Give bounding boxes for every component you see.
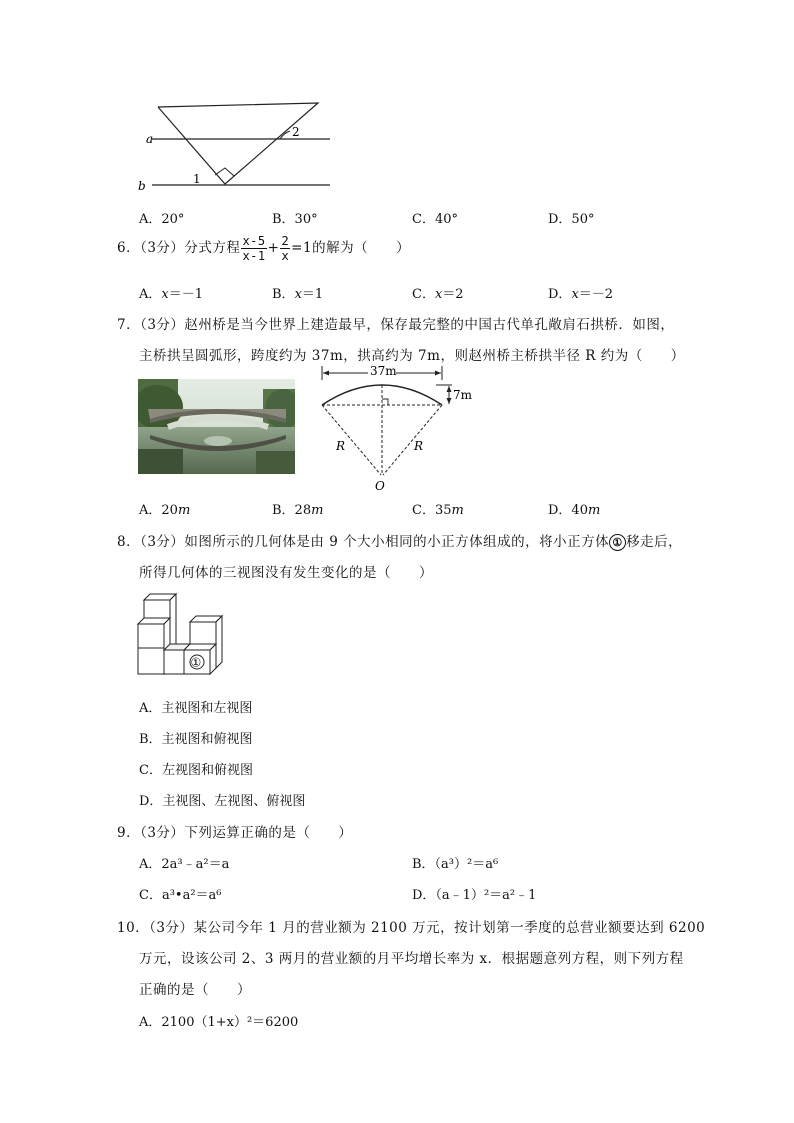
q7-option-d-unit: m: [587, 503, 601, 518]
q9-option-d[interactable]: D．（a﹣1）²＝a²﹣1: [412, 888, 537, 903]
q6-option-d-rest: ＝－2: [578, 287, 614, 302]
q6-option-a-rest: ＝－1: [168, 287, 204, 302]
label-a: a: [146, 132, 154, 146]
q7-option-a[interactable]: [139, 499, 190, 518]
q7-option-b-unit: m: [311, 503, 324, 518]
q7-option-a-label: A．20: [139, 503, 178, 518]
triangle: [158, 103, 318, 184]
cube-1-label: ①: [190, 655, 202, 670]
q5-option-c[interactable]: C．40°: [412, 212, 458, 227]
q7-stem-line2: 主桥拱呈圆弧形，跨度约为 37m，拱高约为 7m，则赵州桥主桥拱半径 R 约为（ ）: [139, 348, 685, 364]
q10-stem-line3: 正确的是（ ）: [139, 982, 251, 998]
q8-stem-line2: 所得几何体的三视图没有发生变化的是（ ）: [139, 565, 433, 581]
q6-fraction-2: [280, 234, 290, 263]
q6-option-c-var: x: [434, 287, 443, 302]
q8-option-d[interactable]: D．主视图、左视图、俯视图: [139, 794, 306, 809]
radius-right: [383, 405, 442, 475]
q7-option-c-unit: m: [451, 503, 464, 518]
q10-stem-line2: 万元，设该公司 2、3 两月的营业额的月平均增长率为 x．根据题意列方程，则下列方程: [139, 951, 684, 967]
q9-option-b[interactable]: B．（a³）²＝a⁶: [412, 857, 499, 872]
q5-option-d[interactable]: D．50°: [548, 212, 595, 227]
q7-option-c-label: C．35: [412, 503, 452, 518]
right-angle: [382, 399, 388, 405]
label-2: 2: [292, 125, 300, 139]
q8-option-b[interactable]: B．主视图和俯视图: [139, 732, 253, 747]
q9-option-c[interactable]: C．a³•a²＝a⁶: [139, 888, 222, 903]
radius-right-label: R: [414, 439, 424, 453]
q7-option-b-label: B．28: [272, 503, 312, 518]
q9-option-a[interactable]: A．2a³﹣a²＝a: [139, 857, 230, 872]
q7-stem-line1: 7．（3分）赵州桥是当今世界上建造最早，保存最完整的中国古代单孔敞肩石拱桥．如图，: [117, 317, 675, 333]
q6-plus: +: [267, 240, 280, 256]
right-angle-mark: [215, 168, 234, 176]
q6-option-a[interactable]: [139, 283, 203, 302]
q6-option-c-label: C．: [412, 287, 435, 302]
q10-option-a[interactable]: A．2100（1+x）²＝6200: [139, 1015, 299, 1030]
label-b: b: [138, 179, 146, 193]
q7-option-c[interactable]: [412, 499, 464, 518]
label-1: 1: [193, 172, 201, 186]
q7-option-d[interactable]: [548, 499, 600, 518]
q6-option-a-var: x: [161, 287, 169, 302]
q5-option-b[interactable]: B．30°: [272, 212, 318, 227]
q6-frac1-num: x-5: [242, 234, 266, 248]
q6-option-a-label: A．: [139, 287, 162, 302]
q9-stem: 9．（3分）下列运算正确的是（ ）: [117, 825, 353, 841]
q6-suffix: =1的解为（ ）: [291, 240, 411, 256]
q6-option-d[interactable]: [548, 283, 613, 302]
bridge-diagram: [312, 362, 482, 494]
q5-figure: [130, 95, 340, 195]
q6-frac1-den: x-1: [242, 249, 266, 263]
q7-option-b[interactable]: [272, 499, 323, 518]
q8-stem-pre: 8．（3分）如图所示的几何体是由 9 个大小相同的小正方体组成的，将小正方体: [117, 534, 610, 550]
q8-stem-post: 移走后，: [626, 534, 683, 550]
q6-frac2-den: x: [281, 249, 290, 263]
q6-fraction-1: [241, 234, 266, 263]
q8-cube-marker: ①: [609, 534, 626, 551]
height-arrow-up: [447, 386, 452, 392]
q6-frac2-num: 2: [281, 234, 290, 248]
q10-stem-line1: 10．（3分）某公司今年 1 月的营业额为 2100 万元，按计划第一季度的总营业额要达到 6200: [117, 920, 706, 936]
q8-stem-line1: [117, 530, 682, 551]
cube-figure: [136, 590, 228, 680]
q5-option-a[interactable]: A．20°: [139, 212, 185, 227]
q6-stem: [117, 234, 410, 263]
q6-option-c-rest: ＝2: [442, 287, 464, 302]
center-label: O: [375, 479, 385, 493]
q6-option-b-rest: ＝1: [301, 287, 324, 302]
bridge-photo: [138, 379, 295, 474]
height-label: 7m: [453, 388, 473, 402]
q6-option-b-label: B．: [272, 287, 295, 302]
q7-option-d-label: D．40: [548, 503, 588, 518]
q7-option-a-unit: m: [177, 503, 191, 518]
q6-option-b[interactable]: [272, 283, 323, 302]
span-label: 37m: [370, 364, 397, 378]
q6-option-d-var: x: [571, 287, 579, 302]
span-arrow-right: [435, 371, 441, 376]
q6-option-b-var: x: [294, 287, 302, 302]
span-arrow-left: [323, 371, 329, 376]
q6-option-d-label: D．: [548, 287, 572, 302]
q8-option-a[interactable]: A．主视图和左视图: [139, 701, 253, 716]
radius-left: [322, 405, 381, 475]
q6-prefix: 6．（3分）分式方程: [117, 240, 241, 256]
q6-option-c[interactable]: [412, 283, 464, 302]
height-arrow-down: [447, 398, 452, 404]
q8-option-c[interactable]: C．左视图和俯视图: [139, 763, 253, 778]
radius-left-label: R: [336, 439, 346, 453]
